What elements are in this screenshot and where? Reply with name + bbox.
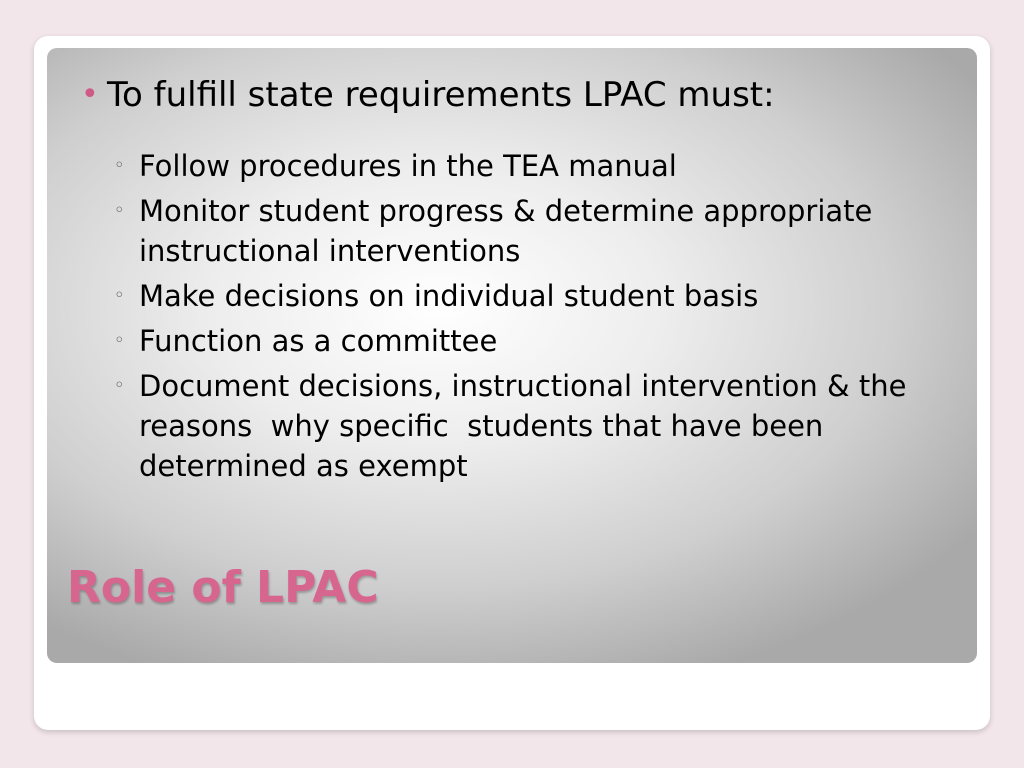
main-bullet-item xyxy=(77,72,967,118)
slide-title: Role of LPAC xyxy=(67,562,379,613)
hollow-circle-bullet-icon: ◦ xyxy=(114,155,125,176)
hollow-circle-bullet-icon: ◦ xyxy=(114,200,125,221)
sub-bullet-item xyxy=(77,321,967,361)
slide-panel xyxy=(47,48,977,663)
slide-content xyxy=(77,72,967,491)
sub-bullet-text: Document decisions, instructional intervention & the reasons why specific students that have been determined as exempt xyxy=(139,369,916,483)
hollow-circle-bullet-icon: ◦ xyxy=(114,330,125,351)
sub-bullet-item xyxy=(77,191,967,271)
filled-circle-bullet-icon: • xyxy=(81,77,99,112)
sub-bullet-list xyxy=(77,146,967,486)
sub-bullet-text: Monitor student progress & determine appropriate instructional interventions xyxy=(139,194,873,268)
sub-bullet-item xyxy=(77,366,967,486)
sub-bullet-text: Follow procedures in the TEA manual xyxy=(139,149,677,183)
hollow-circle-bullet-icon: ◦ xyxy=(114,375,125,396)
hollow-circle-bullet-icon: ◦ xyxy=(114,285,125,306)
sub-bullet-text: Make decisions on individual student basis xyxy=(139,279,759,313)
sub-bullet-item xyxy=(77,276,967,316)
sub-bullet-text: Function as a committee xyxy=(139,324,498,358)
main-bullet-text: To fulfill state requirements LPAC must: xyxy=(107,75,775,115)
sub-bullet-item xyxy=(77,146,967,186)
